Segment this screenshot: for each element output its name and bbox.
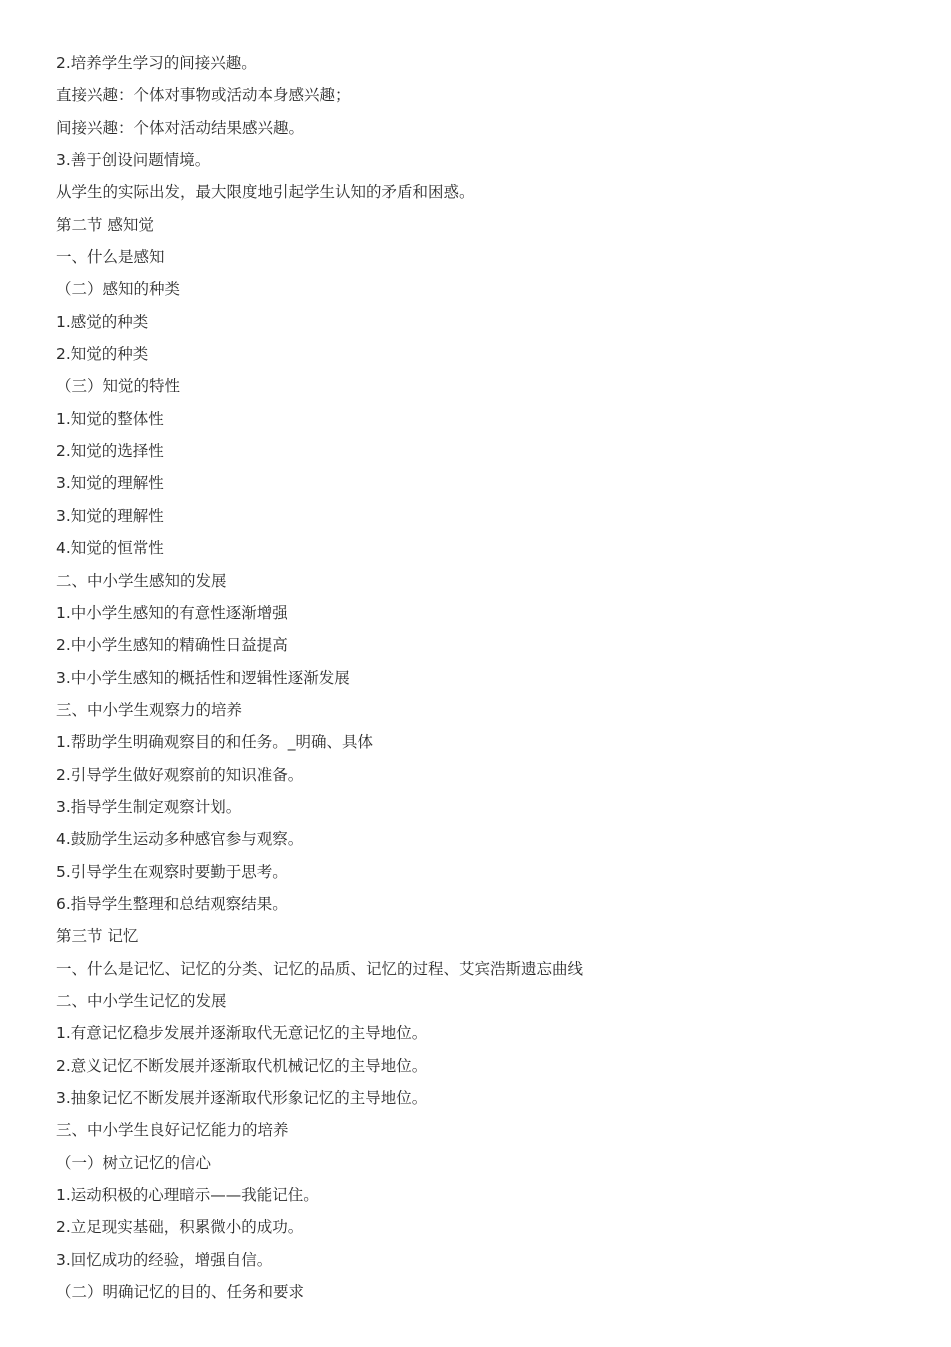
text-line: 1.帮助学生明确观察目的和任务。_明确、具体 bbox=[56, 733, 374, 752]
subsection-heading: 二、中小学生记忆的发展 bbox=[56, 991, 227, 1010]
text-line: 1.有意记忆稳步发展并逐渐取代无意记忆的主导地位。 bbox=[56, 1024, 428, 1043]
text-line: 2.中小学生感知的精确性日益提高 bbox=[56, 636, 288, 655]
text-line: 2.培养学生学习的间接兴趣。 bbox=[56, 54, 257, 72]
text-line: 1.感觉的种类 bbox=[56, 312, 149, 331]
text-line: 3.回忆成功的经验，增强自信。 bbox=[56, 1250, 273, 1269]
text-line: 3.中小学生感知的概括性和逻辑性逐渐发展 bbox=[56, 668, 350, 687]
text-line: 1.中小学生感知的有意性逐渐增强 bbox=[56, 603, 288, 622]
text-line: 4.知觉的恒常性 bbox=[56, 539, 164, 558]
section-heading: 第二节 感知觉 bbox=[56, 215, 154, 234]
text-line: 1.运动积极的心理暗示——我能记住。 bbox=[56, 1186, 319, 1205]
subsection-heading: 三、中小学生良好记忆能力的培养 bbox=[56, 1121, 289, 1140]
text-line: 2.知觉的选择性 bbox=[56, 442, 164, 461]
text-line: 3.善于创设问题情境。 bbox=[56, 151, 211, 170]
text-line: 4.鼓励学生运动多种感官参与观察。 bbox=[56, 830, 304, 849]
text-line: 3.指导学生制定观察计划。 bbox=[56, 797, 242, 816]
subsection-heading: （二）感知的种类 bbox=[56, 280, 181, 299]
text-line: 2.立足现实基础，积累微小的成功。 bbox=[56, 1218, 304, 1237]
subsection-heading: （一）树立记忆的信心 bbox=[56, 1153, 212, 1172]
text-line: 2.意义记忆不断发展并逐渐取代机械记忆的主导地位。 bbox=[56, 1056, 428, 1075]
text-line: 2.知觉的种类 bbox=[56, 345, 149, 364]
text-line: 从学生的实际出发，最大限度地引起学生认知的矛盾和困惑。 bbox=[56, 183, 475, 202]
subsection-heading: （三）知觉的特性 bbox=[56, 377, 181, 396]
document-body bbox=[56, 47, 931, 1308]
text-line: 6.指导学生整理和总结观察结果。 bbox=[56, 894, 288, 913]
text-line: 3.知觉的理解性 bbox=[56, 474, 164, 493]
text-line: 直接兴趣：个体对事物或活动本身感兴趣； bbox=[56, 86, 351, 105]
subsection-heading: 一、什么是记忆、记忆的分类、记忆的品质、记忆的过程、艾宾浩斯遗忘曲线 bbox=[56, 959, 584, 978]
subsection-heading: 二、中小学生感知的发展 bbox=[56, 571, 227, 590]
text-line: 3.抽象记忆不断发展并逐渐取代形象记忆的主导地位。 bbox=[56, 1089, 428, 1107]
text-line: 1.知觉的整体性 bbox=[56, 409, 164, 428]
section-heading: 第三节 记忆 bbox=[56, 927, 139, 946]
text-line: 2.引导学生做好观察前的知识准备。 bbox=[56, 765, 304, 784]
subsection-heading: （二）明确记忆的目的、任务和要求 bbox=[56, 1283, 305, 1302]
text-line: 5.引导学生在观察时要勤于思考。 bbox=[56, 862, 288, 881]
text-line: 3.知觉的理解性 bbox=[56, 506, 164, 525]
text-line: 间接兴趣：个体对活动结果感兴趣。 bbox=[56, 118, 305, 137]
subsection-heading: 一、什么是感知 bbox=[56, 248, 165, 267]
subsection-heading: 三、中小学生观察力的培养 bbox=[56, 700, 243, 719]
